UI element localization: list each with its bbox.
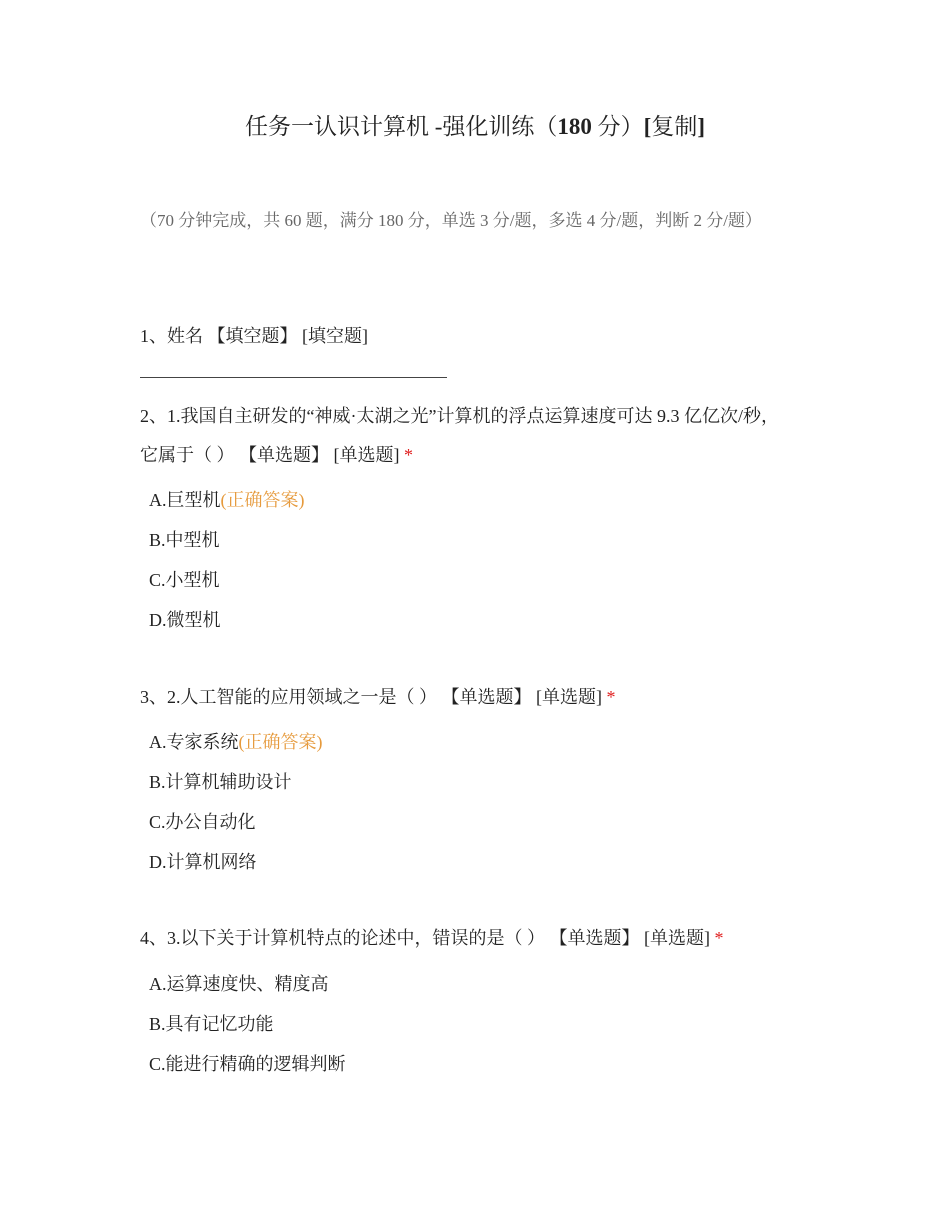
required-mark: * [714, 928, 724, 948]
question-text: 它属于（ ） 【单选题】 [单选题] [140, 445, 400, 465]
exam-instructions: （70 分钟完成，共 60 题，满分 180 分，单选 3 分/题，多选 4 分/题，判断 2 分/题） [140, 211, 762, 230]
question-3 [140, 685, 616, 709]
option-b: B.中型机 [149, 530, 220, 550]
option-c: C.能进行精确的逻辑判断 [149, 1054, 346, 1074]
copy-label: 复制 [651, 114, 698, 139]
title-text: 任务一认识计算机 -强化训练（ [244, 114, 558, 139]
correct-answer-tag: (正确答案) [220, 490, 305, 510]
option-b: B.具有记忆功能 [149, 1014, 274, 1034]
question-text: 4、3.以下关于计算机特点的论述中，错误的是（ ） 【单选题】 [单选题] [140, 928, 710, 948]
page-title [0, 113, 950, 141]
option-d: D.微型机 [149, 610, 221, 630]
question-2-line1: 2、1.我国自主研发的“神威·太湖之光”计算机的浮点运算速度可达 9.3 亿亿次/秒， [140, 406, 779, 426]
option-label: A.巨型机 [149, 490, 221, 510]
correct-answer-tag: (正确答案) [238, 732, 323, 752]
option-c: C.小型机 [149, 570, 220, 590]
option-a [149, 488, 305, 512]
question-4 [140, 926, 724, 950]
question-text: 3、2.人工智能的应用领域之一是（ ） 【单选题】 [单选题] [140, 687, 602, 707]
title-unit: 分） [591, 114, 644, 139]
title-score: 180 [557, 114, 592, 139]
name-answer-blank[interactable] [140, 377, 447, 378]
bracket: ] [697, 114, 705, 139]
question-1: 1、姓名 【填空题】 [填空题] [140, 326, 368, 346]
option-b: B.计算机辅助设计 [149, 772, 292, 792]
required-mark: * [606, 687, 616, 707]
required-mark: * [404, 445, 413, 465]
bracket: [ [643, 114, 652, 139]
question-2-line2 [140, 443, 413, 467]
option-c: C.办公自动化 [149, 812, 256, 832]
option-a: A.运算速度快、精度高 [149, 974, 329, 994]
option-a [149, 730, 323, 754]
option-d: D.计算机网络 [149, 852, 257, 872]
option-label: A.专家系统 [149, 732, 239, 752]
